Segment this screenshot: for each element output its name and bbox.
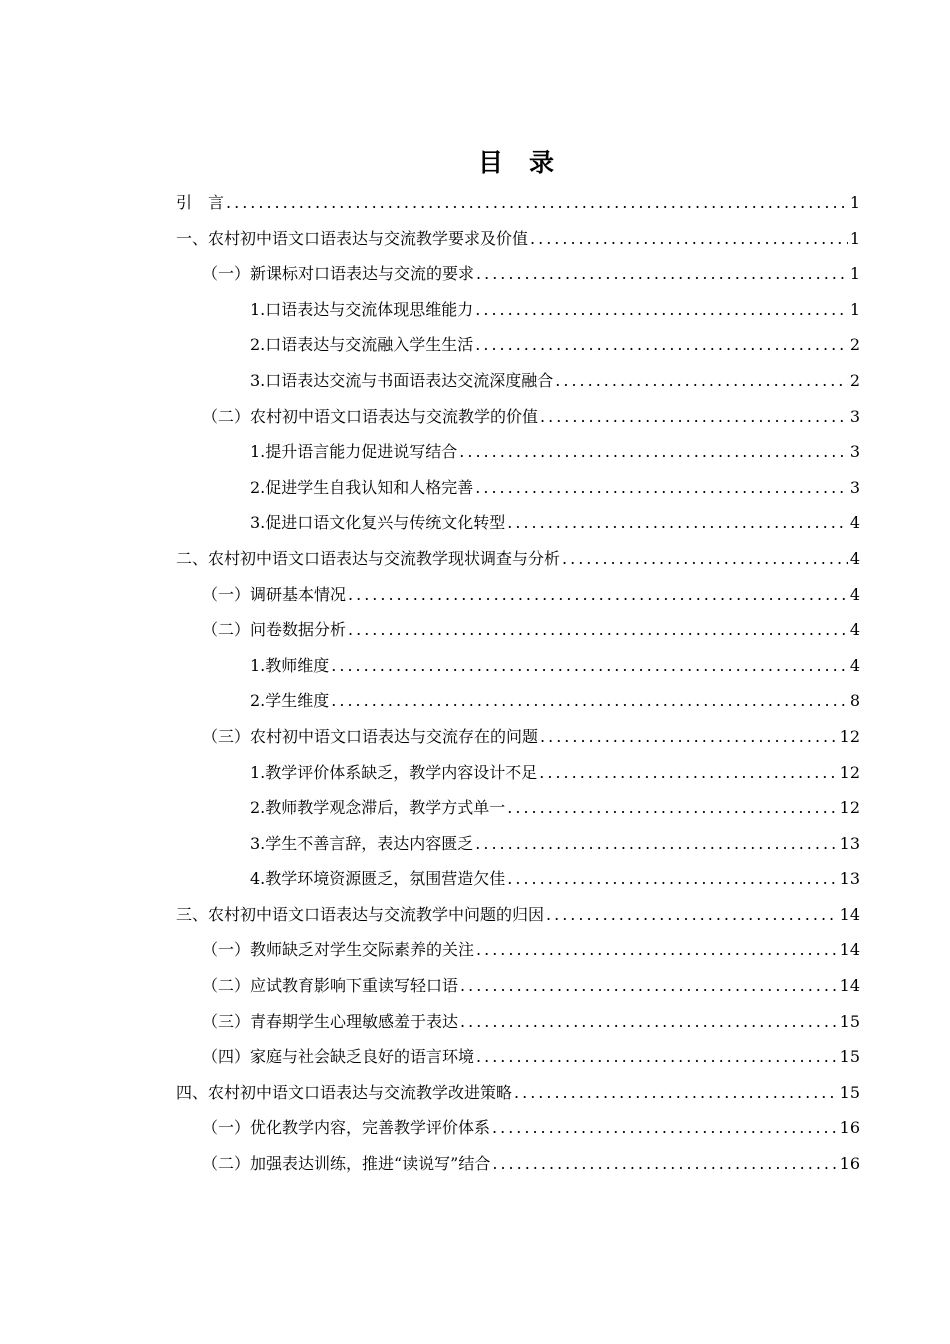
toc-page-number: 1 (849, 299, 860, 319)
toc-page-number: 1 (849, 193, 860, 212)
toc-dot-leader (539, 755, 837, 791)
toc-dot-leader (562, 541, 848, 577)
toc-dot-leader (348, 577, 848, 613)
toc-page-number: 13 (839, 869, 860, 889)
toc-dot-leader (492, 1110, 838, 1146)
toc-dot-leader (507, 861, 837, 897)
toc-dot-leader (226, 185, 848, 221)
toc-page-number: 4 (849, 584, 860, 604)
toc-page-number: 12 (839, 726, 860, 746)
toc-page-number: 4 (849, 620, 860, 640)
toc-page-number: 1 (849, 264, 860, 284)
toc-dot-leader (476, 256, 848, 292)
toc-entry[interactable] (176, 968, 860, 1004)
toc-entry-text: 2.教师教学观念滞后，教学方式单一 (250, 798, 506, 818)
toc-entry[interactable] (176, 719, 860, 755)
toc-page-number: 12 (839, 762, 860, 782)
toc-page-number: 3 (849, 406, 860, 426)
toc-entry[interactable] (176, 399, 860, 435)
toc-entry[interactable] (176, 1039, 860, 1075)
toc-entry[interactable] (176, 648, 860, 684)
toc-entry-text: （二）应试教育影响下重读写轻口语 (202, 976, 459, 996)
toc-entry-text: （二）农村初中语文口语表达与交流教学的价值 (202, 406, 539, 426)
toc-dot-leader (476, 932, 838, 968)
toc-entry-text: 一、农村初中语文口语表达与交流教学要求及价值 (176, 228, 529, 248)
toc-entry[interactable] (176, 363, 860, 399)
toc-dot-leader (514, 1075, 838, 1111)
toc-entry-text: 引 言 (176, 193, 225, 212)
toc-entry[interactable] (176, 755, 860, 791)
toc-dot-leader (530, 221, 848, 257)
toc-entry[interactable] (176, 541, 860, 577)
toc-entry-text: （一）教师缺乏对学生交际素养的关注 (202, 940, 475, 960)
toc-dot-leader (492, 1146, 837, 1182)
toc-page-number: 3 (849, 477, 860, 497)
toc-entry[interactable] (176, 256, 860, 292)
toc-page-number: 16 (839, 1154, 860, 1174)
toc-entry[interactable] (176, 1075, 860, 1111)
toc-entry-text: 4.教学环境资源匮乏，氛围营造欠佳 (250, 869, 506, 889)
toc-entry[interactable] (176, 221, 860, 257)
toc-entry-text: 二、农村初中语文口语表达与交流教学现状调查与分析 (176, 548, 561, 568)
toc-entry[interactable] (176, 327, 860, 363)
toc-entry-text: 1.提升语言能力促进说写结合 (250, 442, 458, 462)
toc-entry-text: （二）加强表达训练，推进“读说写”结合 (202, 1154, 491, 1174)
toc-entry[interactable] (176, 505, 860, 541)
toc-page-number: 16 (839, 1118, 860, 1138)
toc-page-number: 14 (839, 976, 860, 996)
toc-entry-text: （三）青春期学生心理敏感羞于表达 (202, 1011, 459, 1031)
toc-title (0, 146, 950, 180)
toc-dot-leader (540, 719, 838, 755)
toc-page-number: 8 (849, 691, 860, 711)
toc-entry-text: （四）家庭与社会缺乏良好的语言环境 (202, 1047, 475, 1067)
toc-entry[interactable] (176, 897, 860, 933)
toc-page-number: 1 (849, 228, 860, 248)
toc-entry-text: 1.口语表达与交流体现思维能力 (250, 299, 474, 319)
toc-entry[interactable] (176, 185, 860, 221)
toc-dot-leader (507, 505, 848, 541)
toc-entry-text: （二）问卷数据分析 (202, 620, 347, 640)
toc-entry-text: （一）优化教学内容，完善教学评价体系 (202, 1118, 491, 1138)
toc-page-number: 3 (849, 442, 860, 462)
toc-page-number: 4 (849, 513, 860, 533)
toc-entry-text: 3.口语表达交流与书面语表达交流深度融合 (250, 370, 554, 390)
toc-dot-leader (475, 826, 837, 862)
toc-entry[interactable] (176, 434, 860, 470)
toc-dot-leader (555, 363, 848, 399)
toc-entry[interactable] (176, 1110, 860, 1146)
toc-entry-text: 2.学生维度 (250, 691, 330, 711)
toc-entry-text: （三）农村初中语文口语表达与交流存在的问题 (202, 726, 539, 746)
toc-entry-text: 三、农村初中语文口语表达与交流教学中问题的归因 (176, 904, 545, 924)
toc-dot-leader (475, 327, 848, 363)
toc-entry-text: 3.学生不善言辞，表达内容匮乏 (250, 833, 474, 853)
toc-dot-leader (460, 1004, 838, 1040)
toc-entry[interactable] (176, 470, 860, 506)
toc-dot-leader (331, 683, 848, 719)
toc-page-number: 15 (839, 1082, 860, 1102)
toc-page-number: 15 (839, 1047, 860, 1067)
toc-entry-text: 3.促进口语文化复兴与传统文化转型 (250, 513, 506, 533)
toc-dot-leader (475, 292, 848, 328)
toc-entry[interactable] (176, 790, 860, 826)
toc-title-char-2: 录 (529, 148, 555, 177)
toc-entry[interactable] (176, 612, 860, 648)
toc-page-number: 2 (849, 335, 860, 355)
toc-entry-text: 1.教学评价体系缺乏，教学内容设计不足 (250, 762, 538, 782)
toc-dot-leader (348, 612, 848, 648)
toc-entry[interactable] (176, 1146, 860, 1182)
toc-title-char-1: 目 (477, 148, 503, 177)
toc-dot-leader (460, 968, 838, 1004)
toc-entry-text: 2.口语表达与交流融入学生生活 (250, 335, 474, 355)
toc-list (176, 185, 860, 1182)
toc-dot-leader (546, 897, 838, 933)
toc-entry[interactable] (176, 292, 860, 328)
toc-entry-text: 2.促进学生自我认知和人格完善 (250, 477, 474, 497)
toc-page-number: 4 (849, 548, 860, 568)
toc-dot-leader (475, 470, 848, 506)
toc-entry-text: （一）新课标对口语表达与交流的要求 (202, 264, 475, 284)
toc-page-number: 2 (849, 370, 860, 390)
toc-page-number: 14 (839, 904, 860, 924)
toc-entry[interactable] (176, 1004, 860, 1040)
toc-entry[interactable] (176, 577, 860, 613)
toc-dot-leader (459, 434, 848, 470)
toc-dot-leader (476, 1039, 838, 1075)
toc-page-number: 15 (839, 1011, 860, 1031)
toc-entry-text: 四、农村初中语文口语表达与交流教学改进策略 (176, 1082, 513, 1102)
toc-entry[interactable] (176, 683, 860, 719)
toc-page-number: 14 (839, 940, 860, 960)
toc-entry[interactable] (176, 826, 860, 862)
toc-page-number: 12 (839, 798, 860, 818)
toc-entry-text: （一）调研基本情况 (202, 584, 347, 604)
toc-entry[interactable] (176, 861, 860, 897)
toc-page-number: 13 (839, 833, 860, 853)
toc-dot-leader (507, 790, 837, 826)
toc-entry[interactable] (176, 932, 860, 968)
toc-dot-leader (540, 399, 848, 435)
toc-page-number: 4 (849, 655, 860, 675)
toc-dot-leader (331, 648, 848, 684)
toc-entry-text: 1.教师维度 (250, 655, 330, 675)
